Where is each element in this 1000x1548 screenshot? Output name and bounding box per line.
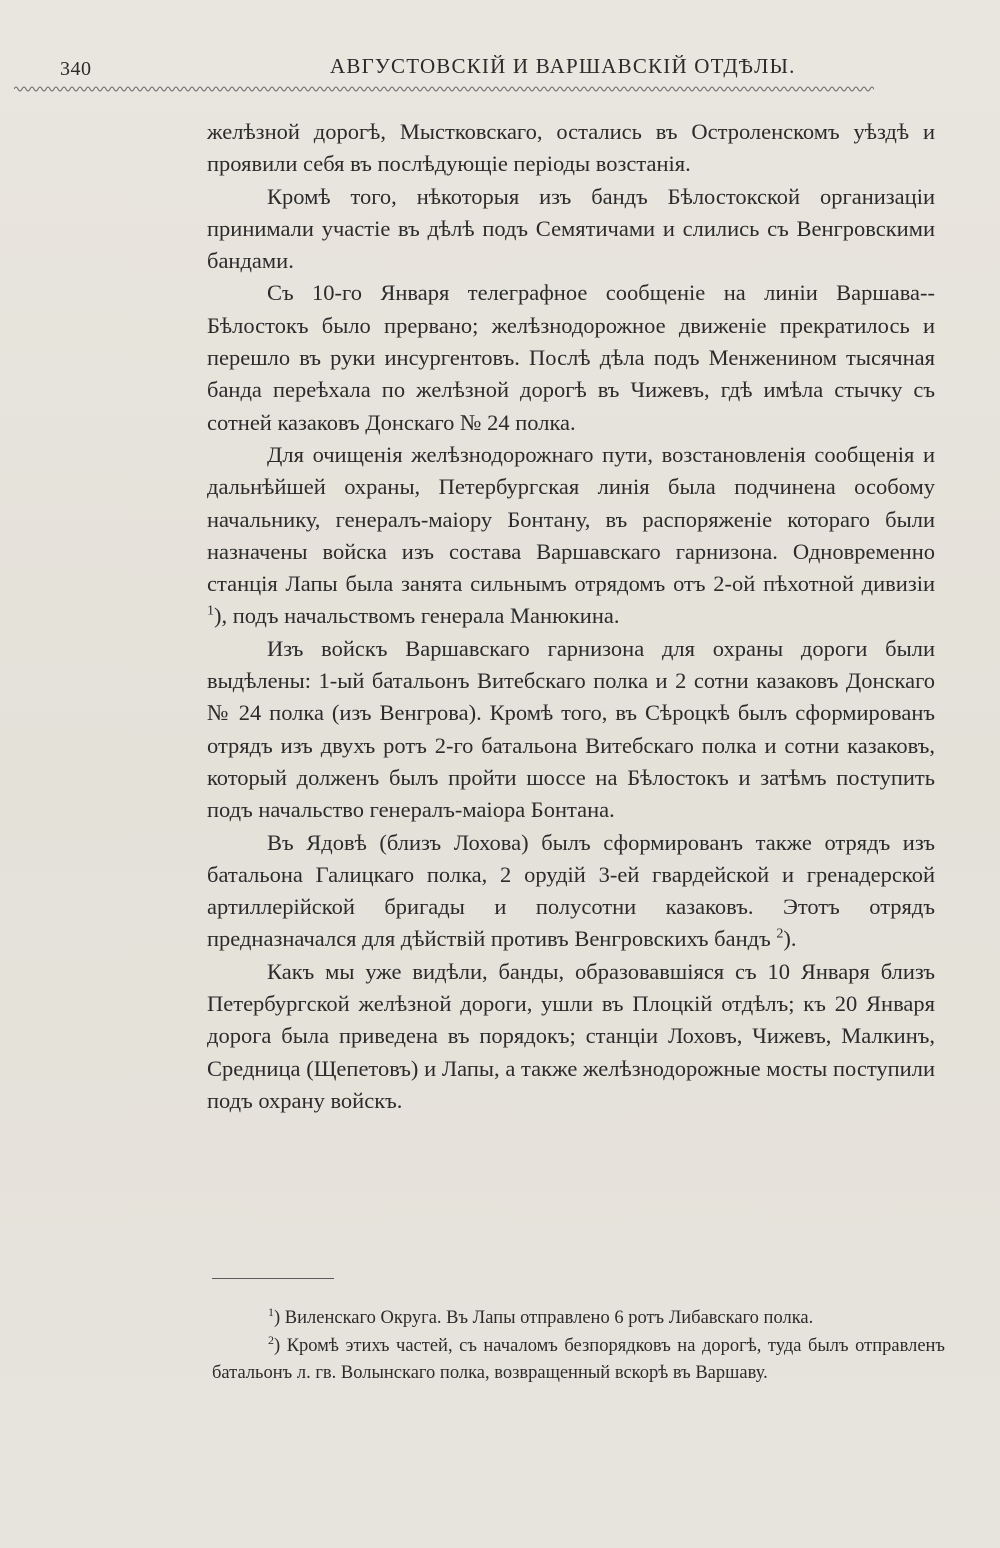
- footnote-2: [212, 1333, 945, 1388]
- footnote-ref-1: 1: [207, 603, 214, 619]
- footnote-1-mark: 1: [268, 1304, 274, 1319]
- footnote-2-mark: 2: [268, 1332, 274, 1347]
- paragraph-4: [207, 439, 935, 633]
- paragraph-4-text: Для очищенія желѣзнодорожнаго пути, возстановленія сообщенія и дальнѣйшей охраны, Петербургская линія была подчинена особому начальнику, генералъ-маіору Бонтану, въ распоряженіе котораго были назначены войска изъ состава Варшавскаго гарнизона. Одновременно станція Лапы была занята сильнымъ отрядомъ отъ 2-ой пѣхотной дивизіи: [207, 441, 935, 597]
- paragraph-6: [207, 827, 935, 956]
- footnote-1-text: ) Виленскаго Округа. Въ Лапы отправлено 6 ротъ Либавскаго полка.: [274, 1308, 814, 1328]
- footnote-separator: [212, 1278, 334, 1279]
- paragraph-5: Изъ войскъ Варшавскаго гарнизона для охраны дороги были выдѣлены: 1-ый батальонъ Витебскаго полка и 2 сотни казаковъ Донскаго № 24 полка (изъ Венгрова). Кромѣ того, въ Сѣроцкѣ былъ сформированъ отрядъ изъ двухъ ротъ 2-го батальона Витебскаго полка и сотни казаковъ, который долженъ былъ пройти шоссе на Бѣлостокъ и затѣмъ поступить подъ начальство генералъ-маіора Бонтана.: [207, 635, 935, 823]
- paragraph-3: Съ 10-го Января телеграфное сообщеніе на линіи Варшава--Бѣлостокъ было прервано; желѣзнодорожное движеніе прекратилось и перешло въ руки инсургентовъ. Послѣ дѣла подъ Менженином тысячная банда переѣхала по желѣзной дорогѣ въ Чижевъ, гдѣ имѣла стычку съ сотней казаковъ Донскаго № 24 полка.: [207, 280, 935, 435]
- paragraph-6-text: Въ Ядовѣ (близъ Лохова) былъ сформированъ также отрядъ изъ батальона Галицкаго полка, 2 орудій 3-ей гвардейской и гренадерской артиллерійской бригады и полусотни казаковъ. Этотъ отрядъ предназначался для дѣйствій противъ Венгровскихъ бандъ: [207, 829, 935, 952]
- footnote-2-text: ) Кромѣ этихъ частей, съ началомъ безпорядковъ на дорогѣ, туда былъ отправленъ батальонъ л. гв. Волынскаго полка, возвращенный вскорѣ въ Варшаву.: [212, 1335, 945, 1383]
- paragraph-6-tail: ).: [783, 926, 797, 952]
- footnotes: [212, 1305, 945, 1388]
- header-wavy-rule: [14, 84, 874, 94]
- paragraph-7: Какъ мы уже видѣли, банды, образовавшіяся съ 10 Января близъ Петербургской желѣзной дороги, ушли въ Плоцкій отдѣлъ; къ 20 Января дорога была приведена въ порядокъ; станціи Лоховъ, Чижевъ, Малкинъ, Средница (Щепетовъ) и Лапы, а также желѣзнодорожные мосты поступили подъ охрану войскъ.: [207, 958, 935, 1113]
- footnote-1: [212, 1305, 945, 1333]
- running-title: АВГУСТОВСКІЙ И ВАРШАВСКІЙ ОТДѢЛЫ.: [330, 54, 796, 78]
- paragraph-2: Кромѣ того, нѣкоторыя изъ бандъ Бѣлостокской организаціи принимали участіе въ дѣлѣ подъ Семятичами и слились съ Венгровскими бандами.: [207, 183, 935, 274]
- body-text: [207, 116, 935, 1117]
- page-number: 340: [60, 58, 92, 80]
- footnote-ref-2: 2: [776, 926, 784, 942]
- paragraph-4-tail: ), подъ начальствомъ генерала Манюкина.: [214, 603, 620, 629]
- paragraph-1: желѣзной дорогѣ, Мыстковскаго, остались въ Остроленскомъ уѣздѣ и проявили себя въ послѣдующіе періоды возстанія.: [207, 119, 935, 177]
